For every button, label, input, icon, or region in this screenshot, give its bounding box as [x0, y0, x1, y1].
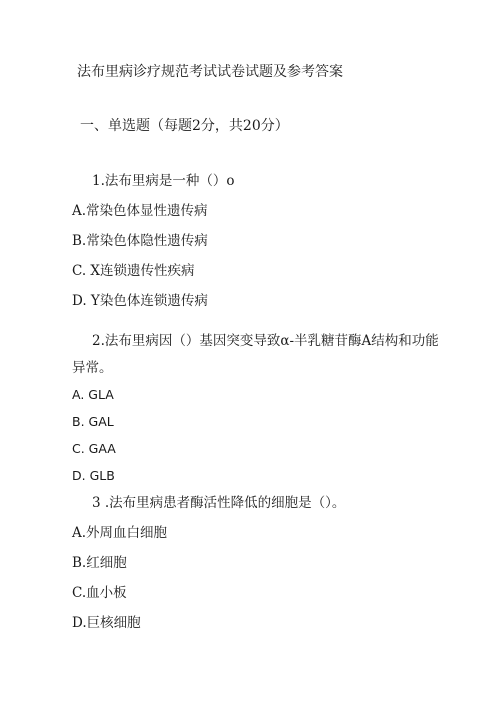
question-2-option-c: C. GAA	[72, 441, 116, 456]
question-3-option-a: A.外周血白细胞	[72, 525, 168, 541]
question-2-stem-line-1: 2.法布里病因（）基因突变导致α-半乳糖苷酶A结构和功能	[92, 333, 439, 349]
question-1-option-d: D. Y染色体连锁遗传病	[72, 293, 208, 309]
question-3-option-c: C.血小板	[72, 585, 127, 601]
question-2-option-d: D. GLB	[72, 468, 115, 483]
document-title: 法布里病诊疗规范考试试卷试题及参考答案	[77, 64, 343, 80]
question-3-stem: 3 .法布里病患者酶活性降低的细胞是（）。	[92, 495, 346, 511]
question-1-option-a: A.常染色体显性遗传病	[72, 203, 208, 219]
question-1-option-c: C. X连锁遗传性疾病	[72, 263, 195, 279]
question-3-option-d: D.巨核细胞	[72, 615, 141, 631]
question-1-option-b: B.常染色体隐性遗传病	[72, 233, 208, 249]
question-2-option-a: A. GLA	[72, 387, 114, 402]
question-2-stem-line-2: 异常。	[72, 360, 113, 376]
section-heading: 一、单选题（每题2分，共20分）	[80, 118, 289, 134]
question-3-option-b: B.红细胞	[72, 555, 127, 571]
question-2-option-b: B. GAL	[72, 414, 114, 429]
question-1-stem: 1.法布里病是一种（）o	[92, 173, 235, 189]
